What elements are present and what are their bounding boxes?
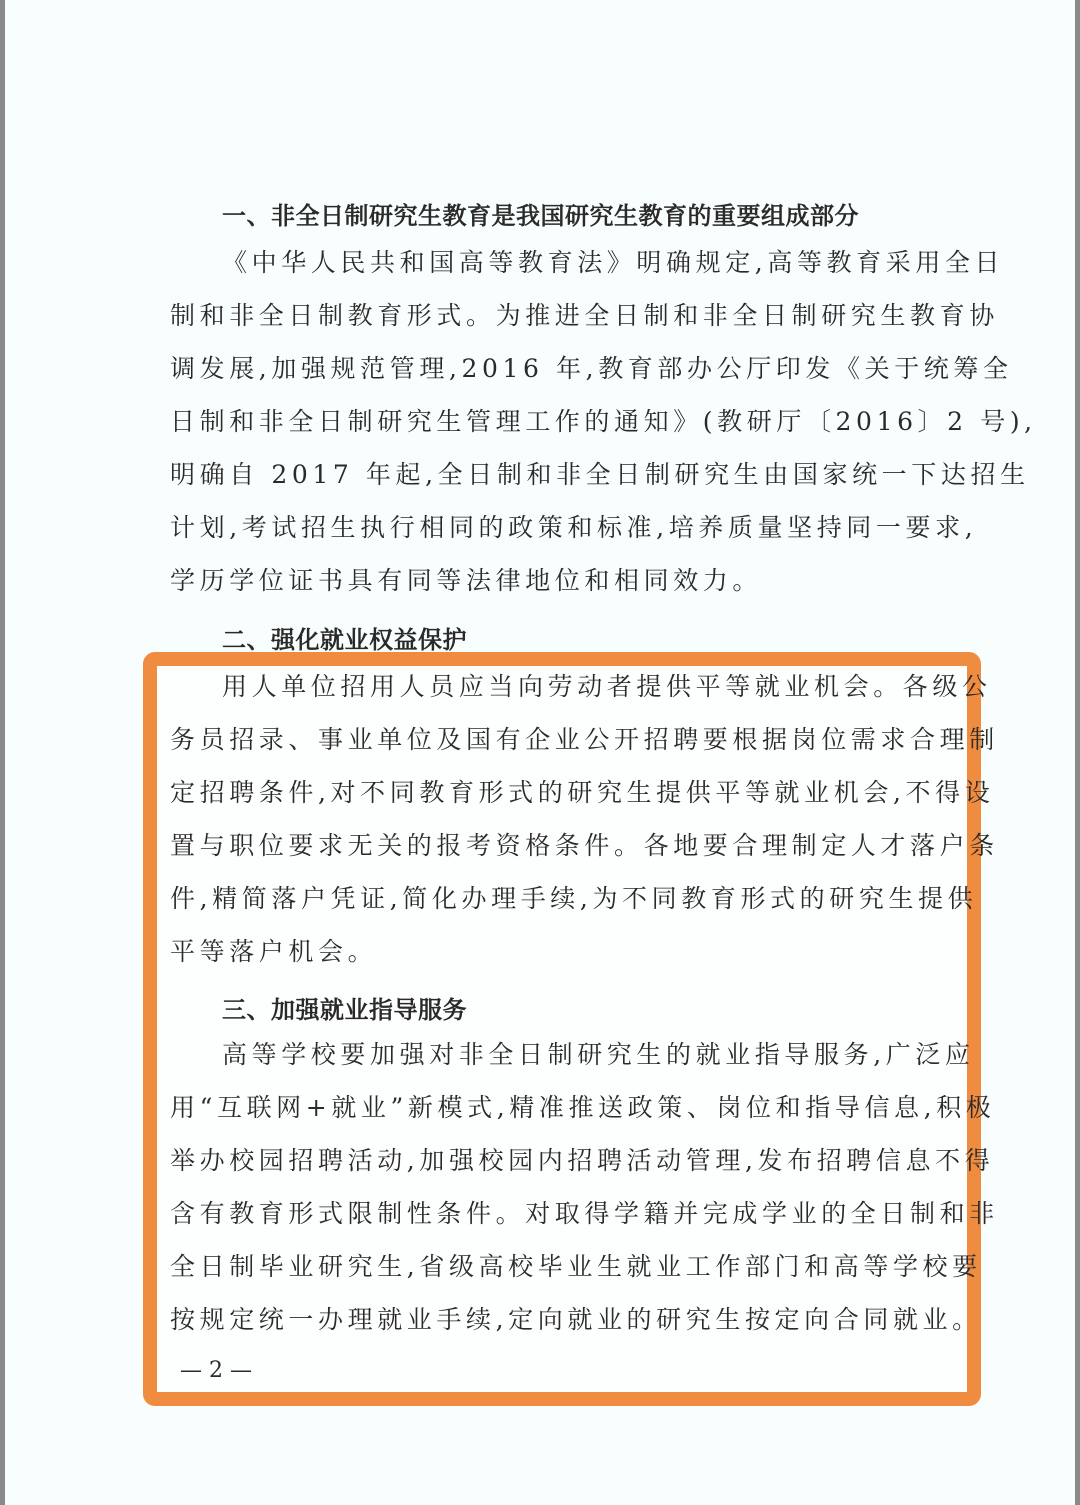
- section-heading-2: 二、强化就业权益保护: [222, 626, 467, 654]
- paragraph-line: 学历学位证书具有同等法律地位和相同效力。: [170, 566, 763, 595]
- paragraph-line: 按规定统一办理就业手续,定向就业的研究生按定向合同就业。: [170, 1305, 982, 1334]
- paragraph-line: 平等落户机会。: [170, 937, 378, 966]
- paragraph-line: 务员招录、事业单位及国有企业公开招聘要根据岗位需求合理制: [170, 725, 999, 754]
- section-heading-3: 三、加强就业指导服务: [222, 996, 467, 1024]
- paragraph-line: 定招聘条件,对不同教育形式的研究生提供平等就业机会,不得设: [170, 778, 995, 807]
- paragraph-line: 用人单位招用人员应当向劳动者提供平等就业机会。各级公: [222, 672, 992, 701]
- paragraph-line: 《中华人民共和国高等教育法》明确规定,高等教育采用全日: [222, 248, 1005, 277]
- paragraph-line: 用“互联网+就业”新模式,精准推送政策、岗位和指导信息,积极: [170, 1093, 996, 1122]
- document-page: [5, 0, 1075, 1505]
- paragraph-line: 明确自 2017 年起,全日制和非全日制研究生由国家统一下达招生: [170, 460, 1030, 489]
- paragraph-line: 调发展,加强规范管理,2016 年,教育部办公厅印发《关于统筹全: [170, 354, 1013, 383]
- paragraph-line: 日制和非全日制研究生管理工作的通知》(教研厅〔2016〕2 号),: [170, 407, 1037, 436]
- paragraph-line: 全日制毕业研究生,省级高校毕业生就业工作部门和高等学校要: [170, 1252, 982, 1281]
- section-heading-1: 一、非全日制研究生教育是我国研究生教育的重要组成部分: [222, 202, 859, 230]
- paragraph-line: 高等学校要加强对非全日制研究生的就业指导服务,广泛应: [222, 1040, 975, 1069]
- paragraph-line: 计划,考试招生执行相同的政策和标准,培养质量坚持同一要求,: [170, 513, 978, 542]
- paragraph-line: 件,精简落户凭证,简化办理手续,为不同教育形式的研究生提供: [170, 884, 978, 913]
- paragraph-line: 含有教育形式限制性条件。对取得学籍并完成学业的全日制和非: [170, 1199, 999, 1228]
- page-number: — 2 —: [180, 1358, 252, 1383]
- paragraph-line: 置与职位要求无关的报考资格条件。各地要合理制定人才落户条: [170, 831, 999, 860]
- paragraph-line: 举办校园招聘活动,加强校园内招聘活动管理,发布招聘信息不得: [170, 1146, 995, 1175]
- paragraph-line: 制和非全日制教育形式。为推进全日制和非全日制研究生教育协: [170, 301, 999, 330]
- highlight-box: [143, 652, 999, 1406]
